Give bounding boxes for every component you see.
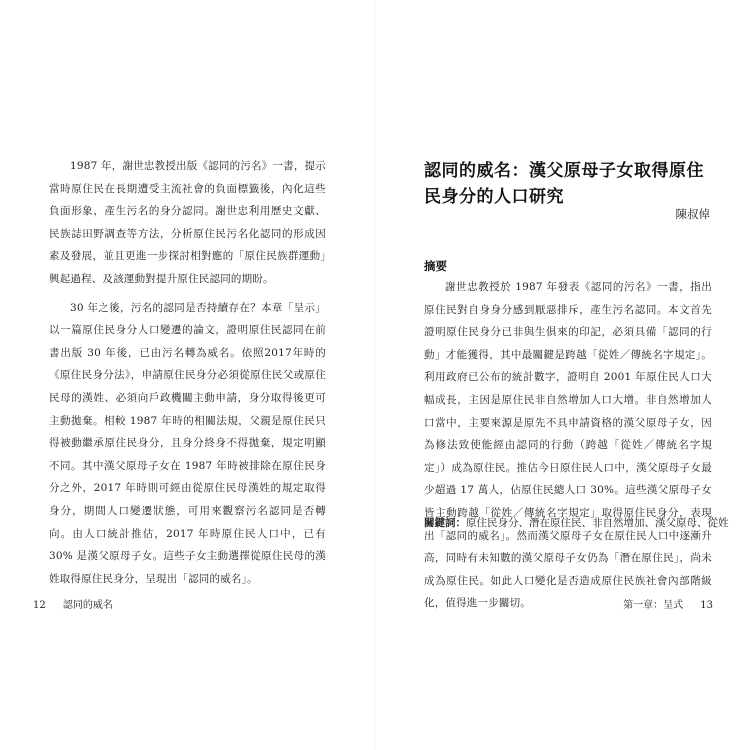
running-title: 第一章：呈式: [623, 600, 684, 611]
left-page-body: [49, 155, 326, 596]
body-paragraph: 30 年之後，污名的認同是否持續存在？本章「呈示」以一篇原住民身分人口變遷的論文，證明原住民認同在前書出版 30 年後，已由污名轉為威名。依照2017年時的《原住民身分法》，申請原住民身分必須從原住民父或原住民母的漢姓、必須向戶政機關主動申請，身分取得後更可主動拋棄。相較 1987 年時的相關法規，父親是原住民只得被動繼承原住民身分，且身分終身不得拋棄，規定明顯不同。其中漢父原母子女在 1987 年時被排除在原住民身分之外，2017 年時則可經由從原住民母漢姓的規定取得身分，期間人口變遷狀態，可用來觀察污名認同是否轉向。由人口統計推估，2017 年時原住民人口中，已有 30% 是漢父原母子女。這些子女主動選擇從原住民母的漢姓取得原住民身分，呈現出「認同的威名」。: [49, 301, 326, 585]
right-page-footer: [623, 596, 713, 611]
abstract-paragraph: 謝世忠教授於 1987 年發表《認同的污名》一書，指出原住民對自身身分感到厭惡排斥，產生污名認同。本文首先證明原住民身分已非與生俱來的印記，必須具備「認同的行動」才能獲得，其中最關鍵是跨越「從姓／傳統名字規定」。利用政府已公布的統計數字，證明自 2001 年原住民人口大幅成長，主因是原住民非自然增加人口大增。非自然增加人口當中，主要來源是原先不具申請資格的漢父原母子女，因為修法致使能經由認同的行動（跨越「從姓／傳統名字規定」）成為原住民。推估今日原住民人口中，漢父原母子女最少超過 17 萬人，佔原住民總人口 30%。這些漢父原母子女皆主動跨越「從姓／傳統名字規定」取得原住民身分，表現出「認同的威名」。然而漢父原母子女在原住民人口中逐漸升高，同時有未知數的漢父原母子女仍為「潛在原住民」，尚未成為原住民。如此人口變化是否造成原住民族社會內部階級化，值得進一步關切。: [424, 281, 712, 610]
chapter-title: 認同的威名：漢父原母子女取得原住民身分的人口研究: [424, 161, 704, 207]
left-page-footer: [33, 596, 113, 611]
abstract-body: [424, 276, 712, 615]
keywords-label: 關鍵詞：: [424, 517, 466, 529]
author-name: 陳叔倬: [675, 207, 710, 221]
keywords-list: 原住民身分、潛在原住民、非自然增加、漢父原母、從姓: [466, 517, 729, 529]
keywords-line: [424, 512, 729, 534]
page-number: 13: [700, 600, 713, 611]
running-title: 認同的威名: [62, 600, 113, 611]
page-number: 12: [33, 600, 46, 611]
body-paragraph: 1987 年，謝世忠教授出版《認同的污名》一書，提示當時原住民在長期遭受主流社會的負面標籤後，內化這些負面形象，產生污名的身分認同。謝世忠利用歷史文獻、民族誌田野調查等方法，分析原住民污名化認同的形成因素及發展，並且更進一步探討相對應的「原住民族群運動」興起過程、及該運動對提升原住民認同的期盼。: [49, 160, 326, 285]
abstract-heading: 摘要: [424, 259, 447, 273]
